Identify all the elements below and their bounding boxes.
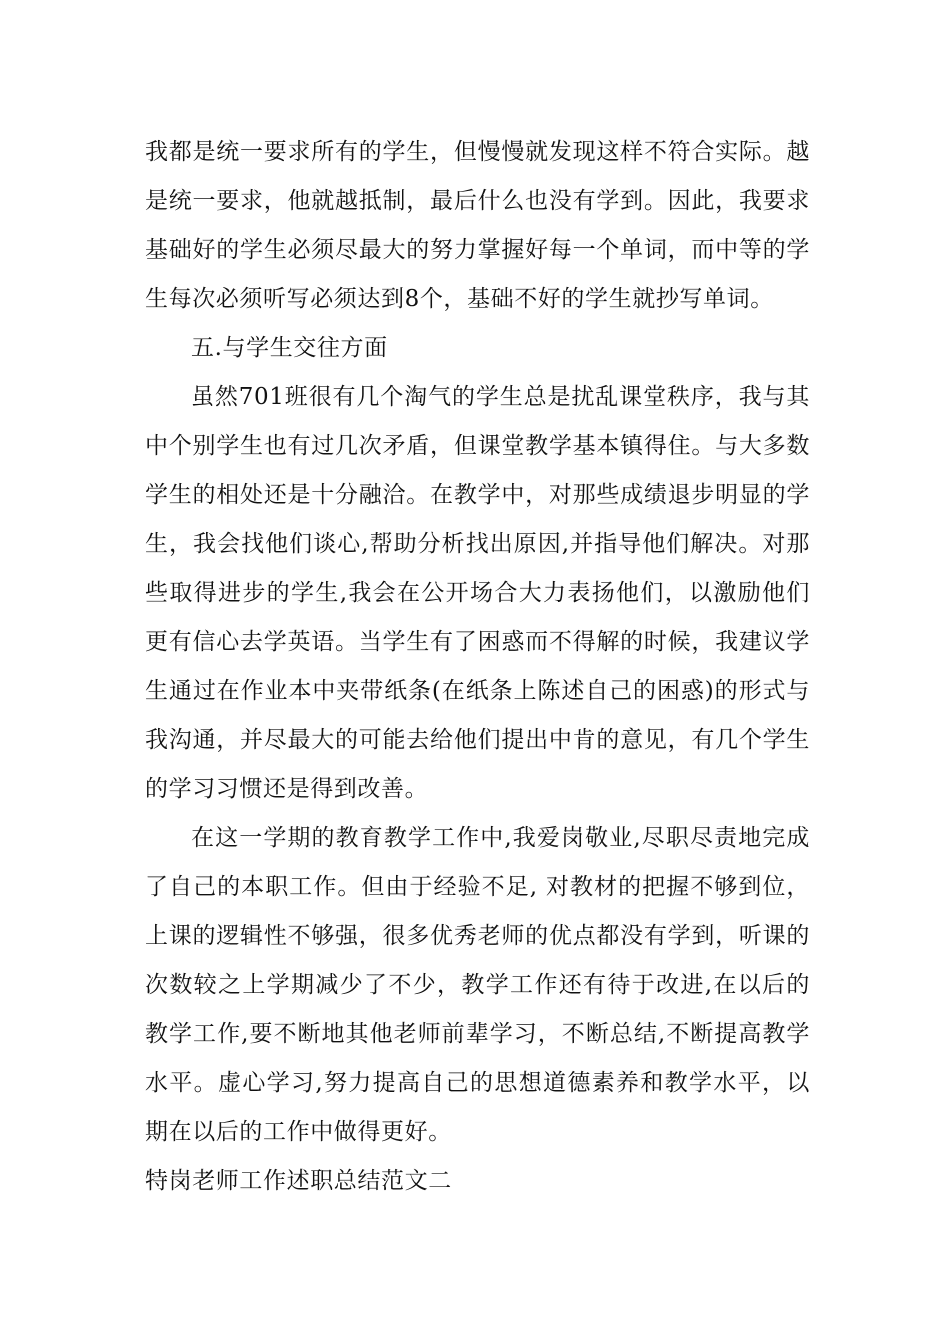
paragraph-semester-summary: 在这一学期的教育教学工作中,我爱岗敬业,尽职尽责地完成了自己的本职工作。但由于经验不足, 对教材的把握不够到位，上课的逻辑性不够强，很多优秀老师的优点都没有学到，听课的次数较之上学期减少了不少，教学工作还有待于改进,在以后的教学工作,要不断地其他老师前辈学习，不断总结,不断提高教学水平。虚心学习,努力提高自己的思想道德素养和教学水平，以期在以后的工作中做得更好。 xyxy=(145,825,810,1145)
document-body xyxy=(145,128,810,1206)
paragraph-continuation: 我都是统一要求所有的学生，但慢慢就发现这样不符合实际。越是统一要求，他就越抵制，最后什么也没有学到。因此，我要求基础好的学生必须尽最大的努力掌握好每一个单词，而中等的学生每次必须听写必须达到8个，基础不好的学生就抄写单词。 xyxy=(145,139,810,312)
paragraph-student-relations: 虽然701班很有几个淘气的学生总是扰乱课堂秩序，我与其中个别学生也有过几次矛盾，但课堂教学基本镇得住。与大多数学生的相处还是十分融洽。在教学中，对那些成绩退步明显的学生，我会找他们谈心,帮助分析找出原因,并指导他们解决。对那些取得进步的学生,我会在公开场合大力表扬他们，以激励他们更有信心去学英语。当学生有了困惑而不得解的时候，我建议学生通过在作业本中夹带纸条(在纸条上陈述自己的困惑)的形式与我沟通，并尽最大的可能去给他们提出中肯的意见，有几个学生的学习习惯还是得到改善。 xyxy=(145,384,810,802)
document-title-sample-two: 特岗老师工作述职总结范文二 xyxy=(145,1168,452,1194)
section-heading-student-relations: 五.与学生交往方面 xyxy=(191,335,388,361)
